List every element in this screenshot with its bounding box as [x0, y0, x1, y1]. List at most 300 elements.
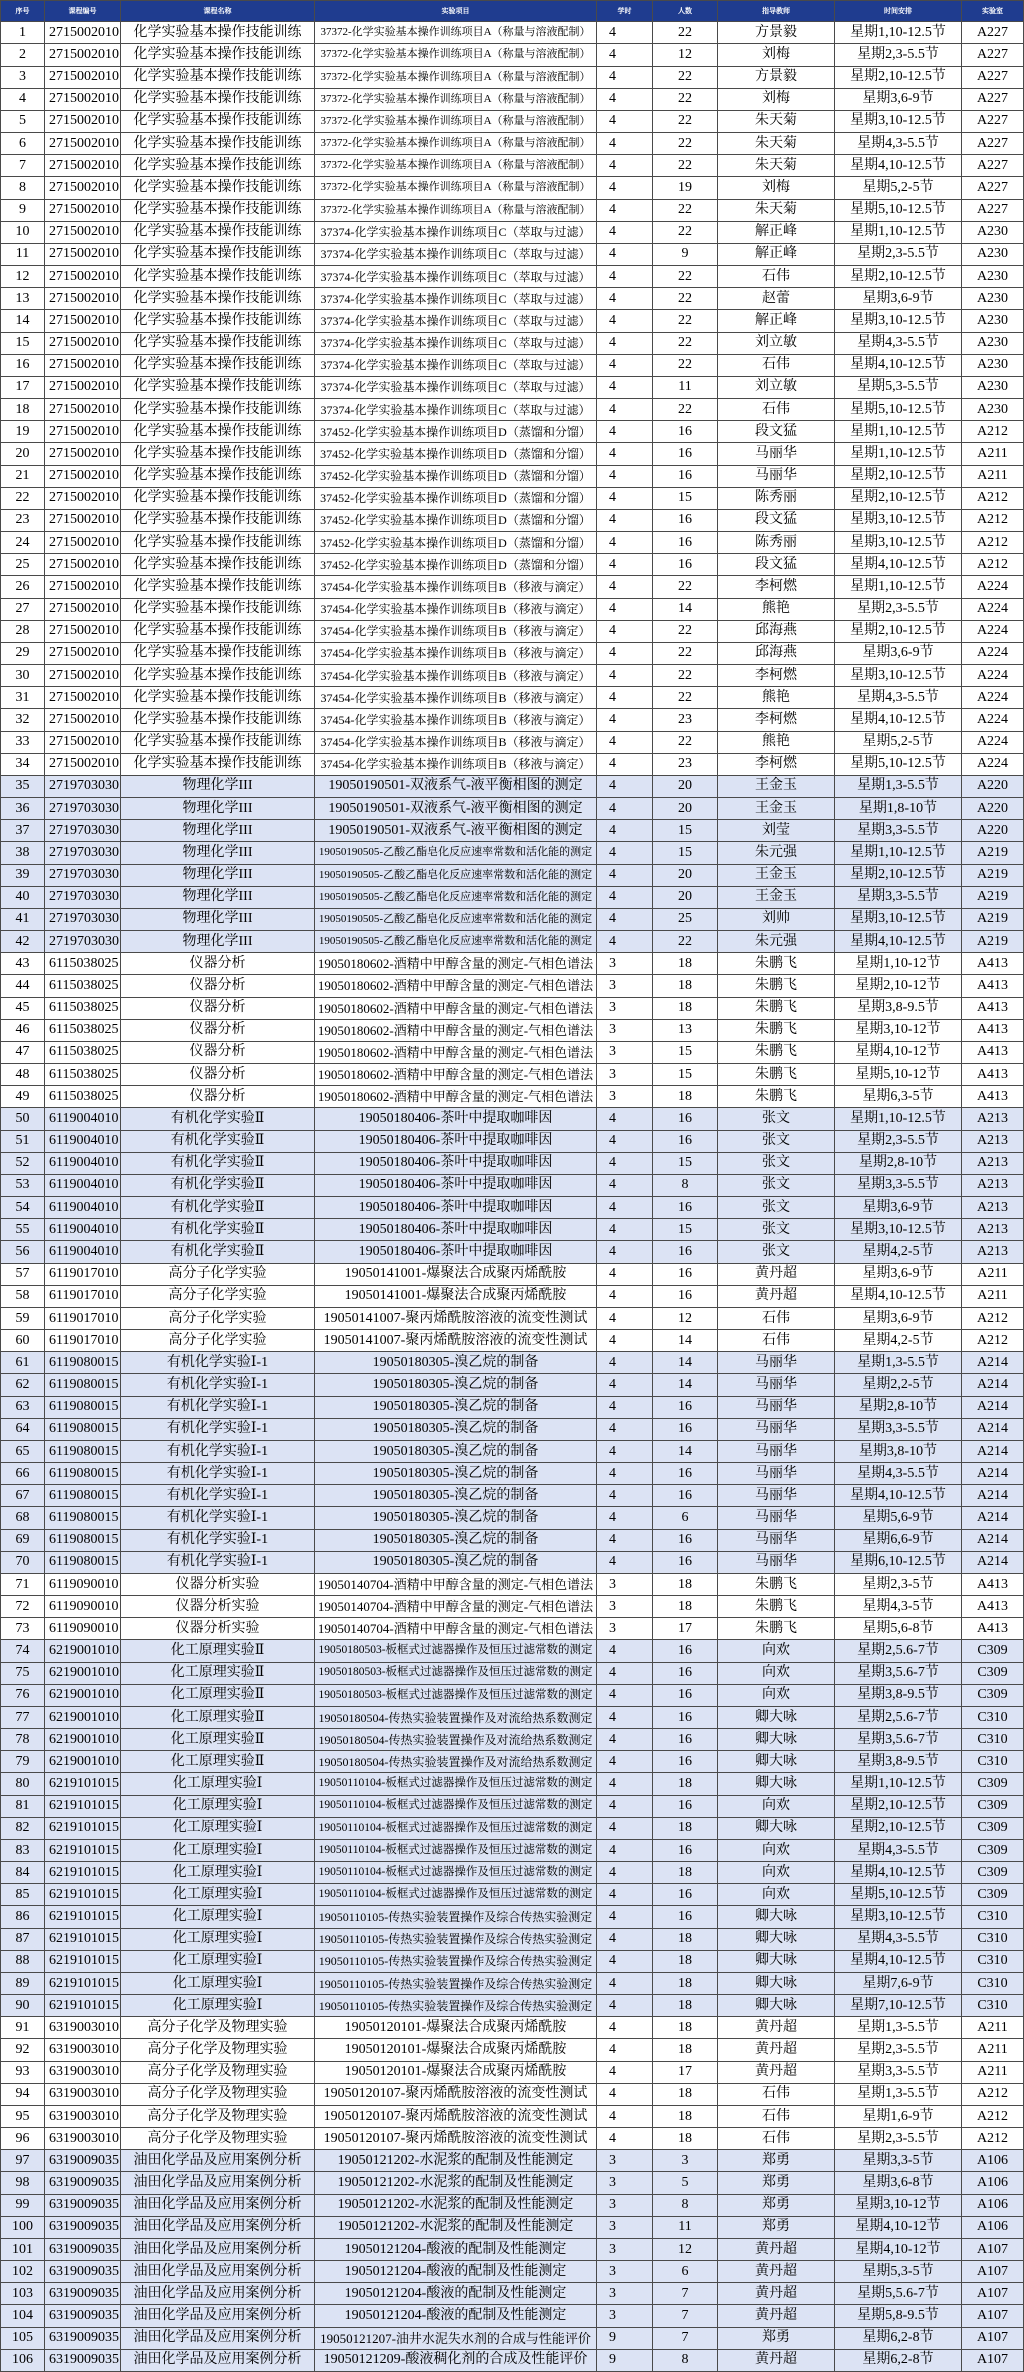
- cell-schedule: [835, 1131, 962, 1153]
- cell-instructor-text: 刘梅: [762, 91, 790, 107]
- cell-lab-text: A230: [976, 290, 1009, 306]
- cell-students-text: 15: [678, 1221, 692, 1237]
- cell-project-text: 37372-化学实验基本操作训练项目A（称量与溶液配制）: [320, 203, 591, 216]
- cell-lab-text: A211: [977, 2042, 1008, 2058]
- cell-project-text: 19050120101-爆聚法合成聚丙烯酰胺: [344, 2064, 567, 2080]
- cell-students-text: 16: [678, 534, 692, 550]
- cell-students: [653, 1884, 718, 1906]
- cell-index-text: 77: [15, 1709, 30, 1725]
- cell-hours: [597, 244, 653, 266]
- cell-project-text: 19050141007-聚丙烯酰胺溶液的流变性测试: [323, 1332, 588, 1348]
- cell-course-name: [121, 1596, 315, 1618]
- cell-index: [0, 1108, 45, 1130]
- cell-course-code-text: 6219001010: [49, 1665, 119, 1681]
- column-header-schedule: 时间安排: [835, 0, 962, 22]
- cell-project: [315, 798, 597, 820]
- cell-project: [315, 2039, 597, 2061]
- cell-index-text: 76: [15, 1687, 30, 1703]
- cell-course-name-text: 化工原理实验Ⅰ: [172, 1975, 263, 1991]
- cell-schedule: [835, 1330, 962, 1352]
- cell-project-text: 19050180503-板框式过滤器操作及恒压过滤常数的测定: [318, 1644, 593, 1657]
- cell-index: [0, 2217, 45, 2239]
- cell-instructor: [718, 1640, 835, 1662]
- cell-index-text: 18: [15, 401, 30, 417]
- cell-instructor-text: 张文: [762, 1133, 790, 1149]
- cell-schedule-text: 星期2,10-12.5节: [850, 623, 946, 639]
- cell-course-name: [121, 776, 315, 798]
- cell-index: [0, 576, 45, 598]
- cell-course-code-text: 6119080015: [49, 1554, 119, 1570]
- column-header-hours: 学时: [597, 0, 653, 22]
- cell-schedule-text: 星期4,10-12.5节: [850, 1864, 946, 1880]
- cell-course-name: [121, 1951, 315, 1973]
- cell-schedule: [835, 1840, 962, 1862]
- cell-lab-text: A214: [976, 1487, 1009, 1503]
- cell-course-name-text: 化学实验基本操作技能训练: [133, 202, 302, 218]
- cell-course-name: [121, 1707, 315, 1729]
- cell-hours: [597, 709, 653, 731]
- cell-project-text: 37452-化学实验基本操作训练项目D（蒸馏和分馏）: [320, 491, 591, 506]
- cell-lab: [962, 1175, 1024, 1197]
- cell-lab-text: A219: [976, 867, 1009, 883]
- cell-index-text: 48: [15, 1066, 30, 1082]
- cell-project-text: 19050120107-聚丙烯酰胺溶液的流变性测试: [323, 2108, 588, 2124]
- cell-instructor: [718, 1241, 835, 1263]
- cell-course-name-text: 高分子化学及物理实验: [147, 2064, 288, 2080]
- cell-instructor: [718, 1840, 835, 1862]
- cell-hours-text: 3: [609, 2241, 616, 2257]
- table-row: [0, 2217, 1024, 2239]
- cell-lab-text: A106: [976, 2175, 1009, 2191]
- cell-instructor: [718, 1463, 835, 1485]
- cell-instructor-text: 朱天菊: [755, 202, 797, 218]
- cell-course-name-text: 高分子化学及物理实验: [147, 2086, 288, 2102]
- cell-instructor-text: 卿大咏: [755, 1753, 797, 1769]
- cell-course-name: [121, 2062, 315, 2084]
- cell-course-name: [121, 842, 315, 864]
- table-row: [0, 842, 1024, 864]
- cell-course-name-text: 化学实验基本操作技能训练: [133, 711, 302, 727]
- cell-course-name: [121, 1197, 315, 1219]
- cell-course-code: [45, 532, 121, 554]
- cell-lab-text: C310: [977, 1975, 1008, 1991]
- cell-project: [315, 1397, 597, 1419]
- cell-index: [0, 1286, 45, 1308]
- cell-instructor: [718, 1685, 835, 1707]
- table-row: [0, 1685, 1024, 1707]
- cell-lab-text: C309: [977, 1864, 1008, 1880]
- cell-schedule-text: 星期3,8-10节: [858, 1443, 938, 1459]
- cell-lab-text: A107: [976, 2330, 1009, 2346]
- cell-hours-text: 4: [609, 246, 616, 262]
- cell-instructor-text: 黄丹超: [755, 2285, 797, 2301]
- cell-project-text: 19050180602-酒精中甲醇含量的测定-气相色谱法: [317, 1022, 594, 1038]
- cell-instructor: [718, 865, 835, 887]
- cell-students-text: 14: [678, 1354, 692, 1370]
- cell-project: [315, 443, 597, 465]
- cell-hours-text: 4: [609, 157, 616, 173]
- cell-index: [0, 1640, 45, 1662]
- cell-lab: [962, 1330, 1024, 1352]
- cell-students: [653, 133, 718, 155]
- cell-instructor-text: 解正峰: [755, 312, 797, 328]
- cell-hours: [597, 2084, 653, 2106]
- cell-course-name-text: 化学实验基本操作技能训练: [133, 689, 302, 705]
- cell-schedule-text: 星期7,6-9节: [862, 1975, 934, 1991]
- cell-lab-text: A211: [977, 445, 1008, 461]
- cell-students: [653, 998, 718, 1020]
- cell-course-code: [45, 2283, 121, 2305]
- cell-project-text: 37454-化学实验基本操作训练项目B（移液与滴定）: [320, 579, 591, 594]
- cell-schedule: [835, 1906, 962, 1928]
- cell-index: [0, 288, 45, 310]
- cell-course-name: [121, 2305, 315, 2327]
- cell-index: [0, 1197, 45, 1219]
- table-row: [0, 2150, 1024, 2172]
- cell-students: [653, 643, 718, 665]
- cell-index-text: 8: [19, 179, 26, 195]
- cell-hours-text: 4: [609, 1443, 616, 1459]
- cell-project-text: 19050140704-酒精中甲醇含量的测定-气相色谱法: [317, 1599, 594, 1615]
- cell-course-name: [121, 687, 315, 709]
- cell-project: [315, 1951, 597, 1973]
- cell-lab-text: A413: [976, 1576, 1009, 1592]
- cell-instructor: [718, 554, 835, 576]
- cell-index: [0, 421, 45, 443]
- cell-lab: [962, 355, 1024, 377]
- cell-students-text: 18: [678, 2019, 692, 2035]
- cell-instructor-text: 卿大咏: [755, 1931, 797, 1947]
- table-row: [0, 532, 1024, 554]
- cell-course-name: [121, 1729, 315, 1751]
- cell-course-code-text: 6219101015: [49, 1820, 119, 1836]
- cell-students: [653, 1108, 718, 1130]
- cell-students-text: 18: [678, 2042, 692, 2058]
- cell-instructor: [718, 2062, 835, 2084]
- cell-project-text: 19050180602-酒精中甲醇含量的测定-气相色谱法: [317, 1044, 594, 1060]
- table-row: [0, 621, 1024, 643]
- cell-course-name: [121, 865, 315, 887]
- cell-project-text: 19050180504-传热实验装置操作及对流给热系数测定: [318, 1710, 593, 1725]
- cell-course-code-text: 6119080015: [49, 1532, 119, 1548]
- cell-hours-text: 4: [609, 1354, 616, 1370]
- cell-lab-text: C310: [977, 1931, 1008, 1947]
- cell-students-text: 16: [678, 1554, 692, 1570]
- cell-schedule: [835, 576, 962, 598]
- cell-instructor: [718, 1507, 835, 1529]
- cell-course-name-text: 有机化学实验Ⅱ: [170, 1133, 265, 1149]
- cell-schedule-text: 星期1,3-5.5节: [857, 1354, 939, 1370]
- cell-lab-text: A413: [976, 1620, 1009, 1636]
- cell-lab: [962, 333, 1024, 355]
- cell-hours: [597, 576, 653, 598]
- cell-project: [315, 200, 597, 222]
- cell-project-text: 19050121202-水泥浆的配制及性能测定: [337, 2152, 574, 2168]
- cell-course-code: [45, 22, 121, 44]
- cell-project: [315, 1862, 597, 1884]
- cell-instructor-text: 刘梅: [762, 46, 790, 62]
- cell-index: [0, 443, 45, 465]
- cell-instructor-text: 王金玉: [755, 800, 797, 816]
- cell-course-name-text: 有机化学实验Ⅰ-1: [166, 1532, 269, 1548]
- cell-index-text: 16: [15, 357, 30, 373]
- cell-index-text: 93: [15, 2064, 30, 2080]
- cell-students: [653, 1840, 718, 1862]
- cell-hours-text: 4: [609, 933, 616, 949]
- cell-lab: [962, 310, 1024, 332]
- cell-course-name: [121, 2106, 315, 2128]
- cell-instructor-text: 卿大咏: [755, 1731, 797, 1747]
- cell-hours: [597, 1507, 653, 1529]
- cell-index: [0, 1175, 45, 1197]
- table-row: [0, 754, 1024, 776]
- cell-project: [315, 1552, 597, 1574]
- cell-instructor: [718, 1862, 835, 1884]
- cell-course-name: [121, 1818, 315, 1840]
- cell-hours-text: 4: [609, 623, 616, 639]
- cell-schedule: [835, 1397, 962, 1419]
- cell-index-text: 102: [12, 2263, 33, 2279]
- cell-schedule-text: 星期1,10-12.5节: [850, 578, 946, 594]
- cell-schedule-text: 星期4,3-5.5节: [857, 689, 939, 705]
- table-row: [0, 798, 1024, 820]
- cell-index: [0, 1773, 45, 1795]
- cell-schedule: [835, 155, 962, 177]
- cell-index: [0, 776, 45, 798]
- cell-students-text: 16: [678, 1798, 692, 1814]
- cell-index: [0, 1419, 45, 1441]
- cell-index-text: 55: [15, 1221, 30, 1237]
- cell-schedule: [835, 2195, 962, 2217]
- cell-lab: [962, 1108, 1024, 1130]
- cell-course-name-text: 化学实验基本操作技能训练: [133, 69, 302, 85]
- cell-lab: [962, 2239, 1024, 2261]
- cell-instructor: [718, 2350, 835, 2372]
- cell-course-name: [121, 554, 315, 576]
- cell-schedule-text: 星期1,10-12.5节: [850, 24, 946, 40]
- cell-schedule-text: 星期3,10-12节: [855, 2197, 941, 2213]
- cell-hours-text: 4: [609, 135, 616, 151]
- cell-lab-text: A224: [976, 689, 1009, 705]
- cell-lab: [962, 1840, 1024, 1862]
- table-row: [0, 1707, 1024, 1729]
- cell-course-code-text: 2715002010: [49, 534, 119, 550]
- cell-lab: [962, 1463, 1024, 1485]
- cell-project: [315, 2239, 597, 2261]
- cell-students: [653, 1153, 718, 1175]
- cell-schedule: [835, 1108, 962, 1130]
- cell-instructor: [718, 133, 835, 155]
- cell-course-code: [45, 333, 121, 355]
- cell-index-text: 13: [15, 290, 30, 306]
- cell-lab-text: A227: [976, 24, 1009, 40]
- cell-students: [653, 399, 718, 421]
- cell-students-text: 22: [678, 91, 692, 107]
- cell-schedule-text: 星期4,3-5.5节: [857, 1465, 939, 1481]
- cell-instructor-text: 石伟: [762, 401, 790, 417]
- cell-course-name-text: 化学实验基本操作技能训练: [133, 357, 302, 373]
- cell-students: [653, 931, 718, 953]
- cell-index-text: 71: [15, 1576, 30, 1592]
- cell-schedule-text: 星期6,2-8节: [862, 2352, 934, 2368]
- cell-students-text: 16: [678, 1199, 692, 1215]
- cell-hours: [597, 288, 653, 310]
- cell-schedule-text: 星期4,10-12.5节: [850, 933, 946, 949]
- cell-course-code: [45, 1995, 121, 2017]
- cell-schedule: [835, 1352, 962, 1374]
- cell-lab: [962, 532, 1024, 554]
- cell-project: [315, 865, 597, 887]
- cell-schedule: [835, 621, 962, 643]
- table-row: [0, 510, 1024, 532]
- cell-project-text: 19050121202-水泥浆的配制及性能测定: [337, 2175, 574, 2191]
- cell-hours: [597, 1685, 653, 1707]
- cell-course-code: [45, 975, 121, 997]
- cell-instructor-text: 马丽华: [755, 1510, 797, 1526]
- table-row: [0, 443, 1024, 465]
- cell-lab-text: A212: [976, 512, 1009, 528]
- cell-schedule: [835, 599, 962, 621]
- cell-lab-text: A413: [976, 1088, 1009, 1104]
- cell-students-text: 12: [678, 2241, 692, 2257]
- cell-course-code: [45, 732, 121, 754]
- table-row: [0, 1530, 1024, 1552]
- cell-project: [315, 665, 597, 687]
- cell-instructor: [718, 1485, 835, 1507]
- cell-students: [653, 2239, 718, 2261]
- cell-students: [653, 975, 718, 997]
- cell-index: [0, 820, 45, 842]
- cell-schedule-text: 星期2,2-5节: [862, 1377, 934, 1392]
- cell-schedule-text: 星期3,6-9节: [862, 1199, 934, 1215]
- cell-project-text: 37454-化学实验基本操作训练项目B（移液与滴定）: [320, 690, 591, 705]
- cell-course-name-text: 有机化学实验Ⅱ: [170, 1199, 265, 1215]
- cell-hours: [597, 222, 653, 244]
- cell-hours: [597, 1020, 653, 1042]
- cell-instructor: [718, 1064, 835, 1086]
- cell-students-text: 15: [678, 490, 692, 506]
- cell-instructor: [718, 1264, 835, 1286]
- cell-hours: [597, 1973, 653, 1995]
- cell-schedule: [835, 1818, 962, 1840]
- cell-project: [315, 643, 597, 665]
- cell-schedule: [835, 1951, 962, 1973]
- cell-index: [0, 22, 45, 44]
- cell-course-name-text: 化学实验基本操作技能训练: [133, 601, 302, 617]
- cell-course-name-text: 化学实验基本操作技能训练: [133, 113, 302, 129]
- cell-course-name-text: 有机化学实验Ⅱ: [170, 1110, 265, 1126]
- cell-schedule: [835, 22, 962, 44]
- cell-hours-text: 4: [609, 711, 616, 727]
- cell-lab-text: A213: [976, 1110, 1009, 1126]
- table-row: [0, 1397, 1024, 1419]
- cell-lab: [962, 1884, 1024, 1906]
- cell-course-code-text: 6119090010: [49, 1576, 119, 1592]
- cell-hours: [597, 111, 653, 133]
- cell-project: [315, 2283, 597, 2305]
- cell-schedule: [835, 377, 962, 399]
- cell-index-text: 54: [15, 1199, 30, 1215]
- cell-course-code: [45, 1042, 121, 1064]
- cell-instructor-text: 向欢: [762, 1687, 790, 1703]
- cell-project: [315, 1308, 597, 1330]
- cell-course-code: [45, 842, 121, 864]
- cell-schedule: [835, 953, 962, 975]
- cell-hours-text: 4: [609, 1687, 616, 1703]
- cell-index-text: 90: [15, 1997, 30, 2013]
- cell-index: [0, 975, 45, 997]
- cell-course-code-text: 6219101015: [49, 1864, 119, 1880]
- cell-lab: [962, 2350, 1024, 2372]
- cell-students-text: 22: [678, 578, 692, 594]
- cell-index-text: 75: [15, 1665, 30, 1681]
- cell-index: [0, 266, 45, 288]
- table-row: [0, 1108, 1024, 1130]
- cell-lab: [962, 288, 1024, 310]
- cell-index: [0, 798, 45, 820]
- cell-students: [653, 155, 718, 177]
- cell-course-name-text: 仪器分析: [189, 977, 246, 993]
- cell-course-name-text: 化学实验基本操作技能训练: [133, 468, 302, 484]
- cell-schedule-text: 星期2,3-5.5节: [857, 2042, 939, 2058]
- cell-students-text: 12: [678, 1310, 692, 1326]
- table-row: [0, 1197, 1024, 1219]
- cell-course-code-text: 6119080015: [49, 1443, 119, 1459]
- cell-instructor-text: 马丽华: [755, 1487, 797, 1503]
- cell-course-code-text: 6219001010: [49, 1709, 119, 1725]
- cell-students: [653, 576, 718, 598]
- cell-index-text: 53: [15, 1177, 30, 1193]
- cell-schedule-text: 星期3,5.6-7节: [857, 1731, 939, 1747]
- table-row: [0, 1640, 1024, 1662]
- cell-course-name-text: 化工原理实验Ⅱ: [170, 1753, 265, 1769]
- cell-students-text: 22: [678, 734, 692, 750]
- cell-instructor-text: 黄丹超: [755, 2064, 797, 2080]
- cell-hours-text: 4: [609, 1909, 616, 1925]
- cell-hours-text: 4: [609, 822, 616, 838]
- cell-index-text: 33: [15, 734, 30, 750]
- cell-students: [653, 842, 718, 864]
- cell-project-text: 19050120101-爆聚法合成聚丙烯酰胺: [344, 2042, 567, 2058]
- cell-project: [315, 732, 597, 754]
- cell-index-text: 36: [15, 800, 30, 816]
- cell-lab: [962, 820, 1024, 842]
- cell-schedule: [835, 2261, 962, 2283]
- cell-students: [653, 865, 718, 887]
- cell-course-name-text: 化工原理实验Ⅰ: [172, 1931, 263, 1947]
- cell-course-code-text: 6319003010: [49, 2130, 119, 2146]
- cell-hours: [597, 665, 653, 687]
- cell-students-text: 22: [678, 24, 692, 40]
- cell-project-text: 37454-化学实验基本操作训练项目B（移液与滴定）: [320, 735, 591, 750]
- cell-schedule-text: 星期5,6-9节: [862, 1510, 934, 1526]
- cell-course-name-text: 化工原理实验Ⅰ: [172, 1776, 263, 1792]
- cell-course-name-text: 油田化学品及应用案例分析: [133, 2197, 302, 2213]
- cell-instructor-text: 李柯燃: [755, 578, 797, 594]
- cell-course-name: [121, 1286, 315, 1308]
- cell-lab-text: C310: [977, 1731, 1008, 1747]
- cell-instructor: [718, 333, 835, 355]
- cell-project: [315, 155, 597, 177]
- cell-course-code: [45, 466, 121, 488]
- cell-index: [0, 1596, 45, 1618]
- cell-schedule: [835, 2039, 962, 2061]
- cell-lab-text: A211: [977, 2019, 1008, 2035]
- cell-instructor-text: 王金玉: [755, 778, 797, 794]
- cell-hours-text: 3: [609, 2219, 616, 2235]
- cell-course-code: [45, 776, 121, 798]
- cell-course-code: [45, 2128, 121, 2150]
